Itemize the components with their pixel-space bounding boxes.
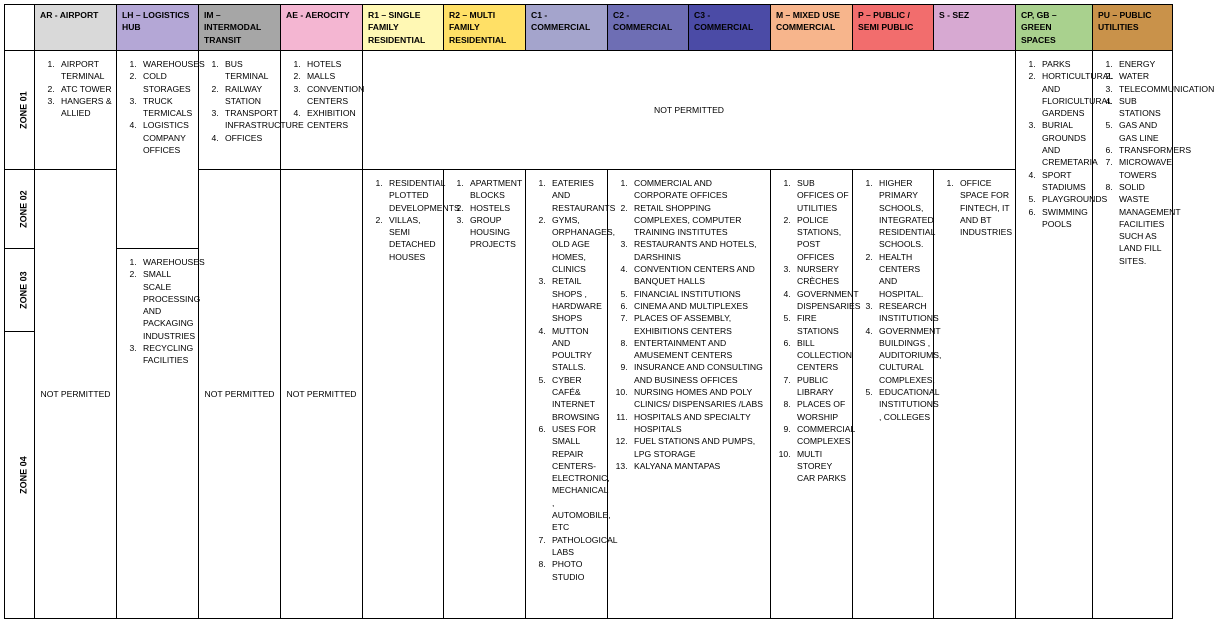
header-p: P – PUBLIC / SEMI PUBLIC xyxy=(853,5,934,51)
list-item: 7. MICROWAVE TOWERS xyxy=(1115,156,1170,181)
list-item: 8. SOLID WASTE MANAGEMENT FACILITIES SUCH AS LAND FILL SITES. xyxy=(1115,181,1170,267)
im-zone-01 xyxy=(199,51,304,170)
list-item: 2. MALLS xyxy=(303,70,360,82)
list-item: 1. BUS TERMINAL xyxy=(221,58,278,83)
header-ar: AR - AIRPORT xyxy=(35,5,117,51)
c1-list xyxy=(526,170,618,619)
list-item: 3. RECYCLING FACILITIES xyxy=(139,342,196,367)
list-item: 5. FINANCIAL INSTITUTIONS xyxy=(630,288,768,300)
list-item: 3. CONVENTION CENTERS xyxy=(303,83,360,108)
list-item: 1. AIRPORT TERMINAL xyxy=(57,58,114,83)
list-item: 2. GYMS, ORPHANAGES, OLD AGE HOMES, CLINICS xyxy=(548,214,605,275)
list-item: 4. LOGISTICS COMPANY OFFICES xyxy=(139,119,196,156)
list-item: 4. SUB STATIONS xyxy=(1115,95,1170,120)
list-item: 3. NURSERY CRÈCHES xyxy=(793,263,850,288)
list-item: 2. HORTICULTURAL AND FLORICULTURAL GARDENS xyxy=(1038,70,1090,119)
list-item: 3. TRANSPORT INFRASTRUCTURE xyxy=(221,107,278,132)
list-item: 3. RESEARCH INSTITUTIONS xyxy=(875,300,931,325)
lh1-list-items xyxy=(117,55,205,156)
list-item: 11. HOSPITALS AND SPECIALTY HOSPITALS xyxy=(630,411,768,436)
zone-01-row xyxy=(5,51,1173,170)
list-item: 9. COMMERCIAL COMPLEXES xyxy=(793,423,850,448)
list-item: 6. SWIMMING POOLS xyxy=(1038,206,1090,231)
pu-all-zones xyxy=(1093,51,1214,619)
list-item: 2. SMALL SCALE PROCESSING AND PACKAGING INDUSTRIES xyxy=(139,268,196,342)
ar-list-items xyxy=(35,55,116,119)
list-item: 13. KALYANA MANTAPAS xyxy=(630,460,768,472)
header-s: S - SEZ xyxy=(934,5,1016,51)
list-item: 1. HOTELS xyxy=(303,58,360,70)
s-list xyxy=(934,170,1016,619)
list-item: 3. TRUCK TERMICALS xyxy=(139,95,196,120)
list-item: 2. ATC TOWER xyxy=(57,83,114,95)
list-item: 3. GROUP HOUSING PROJECTS xyxy=(466,214,523,251)
lh-zone-03-04 xyxy=(117,249,205,619)
header-ae: AE - AEROCITY xyxy=(281,5,363,51)
zone-02-label-cell xyxy=(5,170,35,249)
zone-01-label-cell xyxy=(5,51,35,170)
list-item: 4. GOVERNMENT DISPENSARIES xyxy=(793,288,850,313)
m-list xyxy=(771,170,861,619)
header-r1: R1 – SINGLE FAMILY RESIDENTIAL xyxy=(363,5,444,51)
list-item: 1. COMMERCIAL AND CORPORATE OFFICES xyxy=(630,177,768,202)
r2-list xyxy=(444,170,526,619)
header-c3: C3 - COMMERCIAL xyxy=(689,5,771,51)
list-item: 1. WAREHOUSES xyxy=(139,58,196,70)
list-item: 8. PHOTO STUDIO xyxy=(548,558,605,583)
list-item: 5. EDUCATIONAL INSTITUTIONS , COLLEGES xyxy=(875,386,931,423)
cp-list-items xyxy=(1016,55,1113,230)
zone-01-not-permitted: NOT PERMITTED xyxy=(363,51,1016,170)
list-item: 1. WAREHOUSES xyxy=(139,256,196,268)
list-item: 1. HIGHER PRIMARY SCHOOLS, INTEGRATED RESIDENTIAL SCHOOLS. xyxy=(875,177,931,251)
list-item: 5. GAS AND GAS LINE xyxy=(1115,119,1170,144)
p-list-items xyxy=(853,174,942,423)
list-item: 2. RETAIL SHOPPING COMPLEXES, COMPUTER TRAINING INSTITUTES xyxy=(630,202,768,239)
list-item: 3. RESTAURANTS AND HOTELS, DARSHINIS xyxy=(630,238,768,263)
r1-list-items xyxy=(363,174,460,263)
header-m: M – MIXED USE COMMERCIAL xyxy=(771,5,853,51)
list-item: 2. HEALTH CENTERS AND HOSPITAL. xyxy=(875,251,931,300)
im-list-items xyxy=(199,55,304,144)
header-lh: LH – LOGISTICS HUB xyxy=(117,5,199,51)
list-item: 4. GOVERNMENT BUILDINGS , AUDITORIUMS, CULTURAL COMPLEXES, xyxy=(875,325,931,386)
ae-not-permitted: NOT PERMITTED xyxy=(281,170,363,619)
ae-zone-01 xyxy=(281,51,363,170)
list-item: 1. EATERIES AND RESTAURANTS xyxy=(548,177,605,214)
list-item: 3. RETAIL SHOPS , HARDWARE SHOPS xyxy=(548,275,605,324)
header-r2: R2 – MULTI FAMILY RESIDENTIAL xyxy=(444,5,526,51)
header-cp: CP, GB – GREEN SPACES xyxy=(1016,5,1093,51)
list-item: 1. OFFICE SPACE FOR FINTECH, IT AND BT INDUSTRIES xyxy=(956,177,1013,238)
list-item: 3. TELECOMMUNICATION xyxy=(1115,83,1170,95)
list-item: 2. VILLAS, SEMI DETACHED HOUSES xyxy=(385,214,441,263)
c2-c3-list xyxy=(608,170,771,619)
list-item: 2. RAILWAY STATION xyxy=(221,83,278,108)
list-item: 2. WATER xyxy=(1115,70,1170,82)
lh-zone-01-02 xyxy=(117,51,205,249)
list-item: 4. OFFICES xyxy=(221,132,278,144)
list-item: 6. USES FOR SMALL REPAIR CENTERS-ELECTRONIC, MECHANICAL , AUTOMOBILE, ETC xyxy=(548,423,605,534)
cp-all-zones xyxy=(1016,51,1113,619)
list-item: 10. MULTI STOREY CAR PARKS xyxy=(793,448,850,485)
list-item: 1. RESIDENTIAL PLOTTED DEVELOPMENTS xyxy=(385,177,441,214)
list-item: 4. EXHIBITION CENTERS xyxy=(303,107,360,132)
zone-04-label-cell xyxy=(5,332,35,619)
list-item: 4. MUTTON AND POULTRY STALLS. xyxy=(548,325,605,374)
pu-list-items xyxy=(1093,55,1214,267)
header-row xyxy=(5,5,1173,51)
header-im: IM – INTERMODAL TRANSIT xyxy=(199,5,281,51)
list-item: 9. INSURANCE AND CONSULTING AND BUSINESS OFFICES xyxy=(630,361,768,386)
lh3-list-items xyxy=(117,253,205,367)
zone-03-label-cell xyxy=(5,249,35,332)
list-item: 7. PUBLIC LIBRARY xyxy=(793,374,850,399)
zone-03-label: ZONE 03 xyxy=(18,271,29,309)
list-item: 2. COLD STORAGES xyxy=(139,70,196,95)
header-pu: PU – PUBLIC UTILITIES xyxy=(1093,5,1173,51)
list-item: 2. HOSTELS xyxy=(466,202,523,214)
list-item: 3. HANGERS & ALLIED xyxy=(57,95,114,120)
list-item: 1. APARTMENT BLOCKS xyxy=(466,177,523,202)
list-item: 6. CINEMA AND MULTIPLEXES xyxy=(630,300,768,312)
list-item: 1. PARKS xyxy=(1038,58,1090,70)
c2-list-items xyxy=(608,174,770,472)
list-item: 8. PLACES OF WORSHIP xyxy=(793,398,850,423)
list-item: 6. TRANSFORMERS xyxy=(1115,144,1170,156)
p-list xyxy=(853,170,942,619)
list-item: 1. ENERGY xyxy=(1115,58,1170,70)
corner-cell xyxy=(5,5,35,51)
list-item: 7. PATHOLOGICAL LABS xyxy=(548,534,605,559)
zone-04-label: ZONE 04 xyxy=(18,456,29,494)
list-item: 2. POLICE STATIONS, POST OFFICES xyxy=(793,214,850,263)
zone-01-label: ZONE 01 xyxy=(18,91,29,129)
im-not-permitted: NOT PERMITTED xyxy=(199,170,281,619)
list-item: 3. BURIAL GROUNDS AND CREMETARIA xyxy=(1038,119,1090,168)
header-c1: C1 - COMMERCIAL xyxy=(526,5,608,51)
list-item: 12. FUEL STATIONS AND PUMPS, LPG STORAGE xyxy=(630,435,768,460)
list-item: 5. FIRE STATIONS xyxy=(793,312,850,337)
zoning-table xyxy=(4,4,1214,619)
list-item: 8. ENTERTAINMENT AND AMUSEMENT CENTERS xyxy=(630,337,768,362)
header-c2: C2 - COMMERCIAL xyxy=(608,5,689,51)
r1-list xyxy=(363,170,460,619)
s-list-items xyxy=(934,174,1015,238)
zone-02-label: ZONE 02 xyxy=(18,190,29,228)
ar-zone-01 xyxy=(35,51,117,170)
r2-list-items xyxy=(444,174,525,251)
c1-list-items xyxy=(526,174,618,583)
list-item: 5. PLAYGROUNDS xyxy=(1038,193,1090,205)
ar-not-permitted: NOT PERMITTED xyxy=(35,170,117,619)
list-item: 6. BILL COLLECTION CENTERS xyxy=(793,337,850,374)
m-list-items xyxy=(771,174,861,484)
list-item: 10. NURSING HOMES AND POLY CLINICS/ DISPENSARIES /LABS xyxy=(630,386,768,411)
list-item: 4. SPORT STADIUMS xyxy=(1038,169,1090,194)
list-item: 1. SUB OFFICES OF UTILITIES xyxy=(793,177,850,214)
list-item: 4. CONVENTION CENTERS AND BANQUET HALLS xyxy=(630,263,768,288)
list-item: 5. CYBER CAFÉ& INTERNET BROWSING xyxy=(548,374,605,423)
list-item: 7. PLACES OF ASSEMBLY, EXHIBITIONS CENTERS xyxy=(630,312,768,337)
